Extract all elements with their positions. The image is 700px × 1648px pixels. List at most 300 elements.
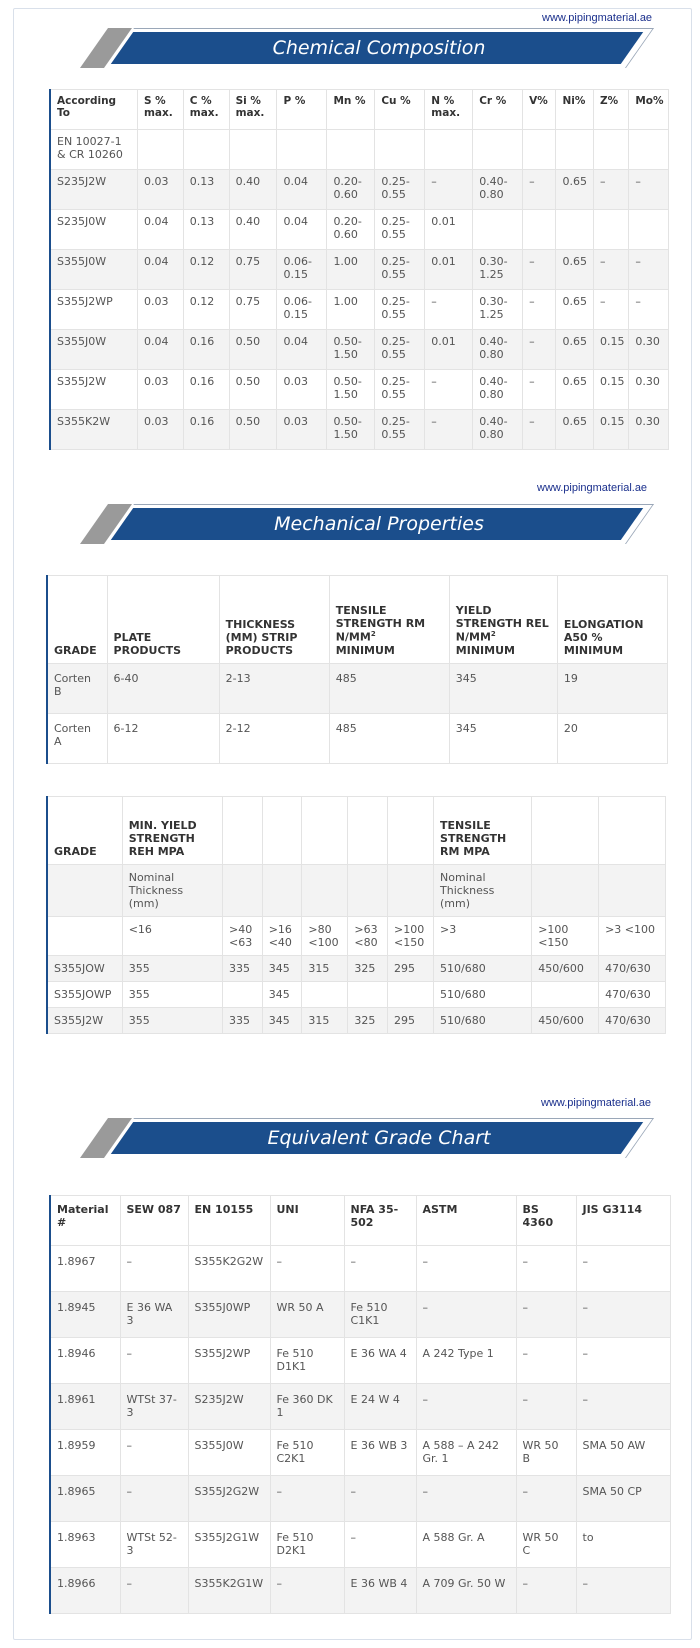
table-cell: 0.40-0.80 [473, 170, 523, 210]
table-cell: – [344, 1476, 416, 1522]
table-cell: – [576, 1338, 670, 1384]
column-header: N % max. [425, 90, 473, 130]
table-row [50, 1522, 670, 1568]
column-header: V% [523, 90, 556, 130]
table-cell: 0.16 [183, 370, 229, 410]
table-cell: – [629, 290, 669, 330]
table-cell: 0.03 [277, 370, 327, 410]
table-cell: 0.50 [229, 330, 277, 370]
table-cell: 0.04 [137, 330, 183, 370]
table-cell [137, 130, 183, 170]
table-cell: 345 [449, 714, 557, 764]
table-cell: – [523, 290, 556, 330]
table-cell: Fe 510 C1K1 [344, 1292, 416, 1338]
table-cell: S355J0W [188, 1430, 270, 1476]
table-cell: – [516, 1338, 576, 1384]
table-cell [47, 917, 122, 956]
table-cell: 0.06-0.15 [277, 290, 327, 330]
table-cell: – [629, 170, 669, 210]
table-header-row [47, 797, 666, 865]
table-cell: 1.8961 [50, 1384, 120, 1430]
table-cell: – [416, 1476, 516, 1522]
table-cell: 0.30 [629, 370, 669, 410]
table-row [47, 714, 668, 764]
table-cell: EN 10027-1 & CR 10260 [50, 130, 137, 170]
table-cell [183, 130, 229, 170]
table-cell: Fe 510 D2K1 [270, 1522, 344, 1568]
table-cell: 355 [122, 982, 222, 1008]
table-cell: WTSt 37-3 [120, 1384, 188, 1430]
table-cell: 0.12 [183, 290, 229, 330]
yield-tensile-table [46, 796, 666, 1034]
table-cell: 0.25-0.55 [375, 250, 425, 290]
table-cell: – [425, 370, 473, 410]
table-cell [523, 130, 556, 170]
column-header [532, 797, 599, 865]
table-cell: – [425, 290, 473, 330]
table-row [50, 170, 669, 210]
table-cell: 0.16 [183, 410, 229, 450]
table-cell [556, 130, 593, 170]
table-cell: 295 [388, 1008, 434, 1034]
table-header-row [50, 90, 669, 130]
column-header: Ni% [556, 90, 593, 130]
table-cell: S235J0W [50, 210, 137, 250]
column-header: JIS G3114 [576, 1196, 670, 1246]
table-cell: 0.40 [229, 210, 277, 250]
table-cell [327, 130, 375, 170]
table-row [50, 370, 669, 410]
table-cell: 0.50 [229, 370, 277, 410]
table-cell: – [523, 250, 556, 290]
table-row [47, 865, 666, 917]
table-cell: 1.00 [327, 290, 375, 330]
table-cell: – [270, 1246, 344, 1292]
table-cell: >16 <40 [262, 917, 302, 956]
table-cell: 0.04 [277, 210, 327, 250]
table-cell: 0.04 [137, 210, 183, 250]
table-cell [262, 865, 302, 917]
table-row [50, 130, 669, 170]
table-cell: 0.65 [556, 290, 593, 330]
table-cell: 0.25-0.55 [375, 410, 425, 450]
table-row [50, 250, 669, 290]
table-row [47, 956, 666, 982]
table-cell: >3 [434, 917, 532, 956]
table-cell: – [270, 1476, 344, 1522]
table-header-row [47, 576, 668, 664]
table-cell: 485 [329, 664, 449, 714]
table-cell: E 24 W 4 [344, 1384, 416, 1430]
table-cell [388, 865, 434, 917]
table-cell: – [344, 1522, 416, 1568]
table-cell: 0.04 [137, 250, 183, 290]
section-title: Chemical Composition [272, 37, 486, 59]
table-cell [223, 865, 263, 917]
header-elongation: ELONGATION A50 % MINIMUM [557, 576, 667, 664]
table-cell: 0.65 [556, 370, 593, 410]
column-header: TENSILE STRENGTH RM MPA [434, 797, 532, 865]
column-header: S % max. [137, 90, 183, 130]
table-cell: 470/630 [599, 1008, 666, 1034]
table-cell: S355J2G2W [188, 1476, 270, 1522]
table-cell: 1.8963 [50, 1522, 120, 1568]
table-cell: 0.40-0.80 [473, 410, 523, 450]
column-header [223, 797, 263, 865]
table-cell: S235J2W [50, 170, 137, 210]
header-grade: GRADE [47, 576, 107, 664]
table-cell: >3 <100 [599, 917, 666, 956]
table-cell [375, 130, 425, 170]
table-cell: – [576, 1568, 670, 1614]
table-row [50, 1338, 670, 1384]
table-cell: E 36 WB 3 [344, 1430, 416, 1476]
table-cell: 1.8945 [50, 1292, 120, 1338]
chemical-composition-table [49, 89, 669, 450]
header-yield-strength: YIELD STRENGTH REL $N/MM^2$ MINIMUM [449, 576, 557, 664]
table-row [50, 330, 669, 370]
table-cell: 0.03 [137, 170, 183, 210]
table-cell: 0.15 [593, 330, 628, 370]
table-cell: 0.50-1.50 [327, 330, 375, 370]
table-cell: S355J2W [47, 1008, 122, 1034]
mechanical-properties-table [46, 575, 668, 764]
table-cell: 325 [348, 956, 388, 982]
table-cell: – [120, 1338, 188, 1384]
site-url[interactable]: www.pipingmaterial.ae [541, 1097, 652, 1109]
table-cell: 0.30 [629, 330, 669, 370]
table-cell: 0.13 [183, 210, 229, 250]
table-row [50, 290, 669, 330]
table-cell: to [576, 1522, 670, 1568]
table-cell: 1.8966 [50, 1568, 120, 1614]
table-cell: 2-12 [219, 714, 329, 764]
table-cell: 315 [302, 1008, 348, 1034]
table-cell: 0.25-0.55 [375, 370, 425, 410]
table-cell: WR 50 B [516, 1430, 576, 1476]
table-cell: A 588 – A 242 Gr. 1 [416, 1430, 516, 1476]
table-cell [593, 130, 628, 170]
table-cell: – [416, 1292, 516, 1338]
table-cell: S355J0WP [188, 1292, 270, 1338]
column-header: Z% [593, 90, 628, 130]
table-cell: 0.15 [593, 370, 628, 410]
table-row [50, 1568, 670, 1614]
banner-equivalent-grade-chart [94, 1118, 642, 1158]
table-cell: >80 <100 [302, 917, 348, 956]
column-header [388, 797, 434, 865]
table-row [50, 410, 669, 450]
site-url[interactable]: www.pipingmaterial.ae [542, 12, 653, 24]
table-cell: 0.50 [229, 410, 277, 450]
column-header [599, 797, 666, 865]
table-cell: 0.04 [277, 170, 327, 210]
table-cell: 0.25-0.55 [375, 290, 425, 330]
table-cell: 0.01 [425, 330, 473, 370]
table-cell [473, 130, 523, 170]
column-header: Cr % [473, 90, 523, 130]
table-cell: – [516, 1246, 576, 1292]
table-cell [532, 865, 599, 917]
table-cell: Corten A [47, 714, 107, 764]
header-plate-products: PLATE PRODUCTS [107, 576, 219, 664]
table-cell: 0.30-1.25 [473, 290, 523, 330]
table-cell [523, 210, 556, 250]
table-cell: Corten B [47, 664, 107, 714]
section-title: Mechanical Properties [274, 513, 484, 535]
column-header: Mn % [327, 90, 375, 130]
table-cell: – [593, 170, 628, 210]
column-header: GRADE [47, 797, 122, 865]
table-cell [47, 865, 122, 917]
table-cell [425, 130, 473, 170]
table-cell [302, 982, 348, 1008]
table-cell [348, 865, 388, 917]
column-header: C % max. [183, 90, 229, 130]
column-header: BS 4360 [516, 1196, 576, 1246]
table-cell: >40 <63 [223, 917, 263, 956]
table-cell: – [416, 1246, 516, 1292]
table-cell: – [523, 330, 556, 370]
table-cell: 450/600 [532, 956, 599, 982]
site-url[interactable]: www.pipingmaterial.ae [537, 482, 648, 494]
table-cell [223, 982, 263, 1008]
table-cell: Fe 360 DK 1 [270, 1384, 344, 1430]
table-cell: 0.03 [137, 290, 183, 330]
table-cell: WR 50 A [270, 1292, 344, 1338]
column-header: NFA 35-502 [344, 1196, 416, 1246]
table-cell: 470/630 [599, 982, 666, 1008]
table-cell [302, 865, 348, 917]
table-cell: 295 [388, 956, 434, 982]
table-cell: 485 [329, 714, 449, 764]
table-cell: 510/680 [434, 982, 532, 1008]
table-cell: A 242 Type 1 [416, 1338, 516, 1384]
table-header-row [50, 1196, 670, 1246]
table-cell [556, 210, 593, 250]
table-cell: – [516, 1568, 576, 1614]
table-cell: 0.15 [593, 410, 628, 450]
table-row [50, 1246, 670, 1292]
table-cell: 0.25-0.55 [375, 210, 425, 250]
table-row [50, 210, 669, 250]
table-cell: 510/680 [434, 1008, 532, 1034]
column-header: SEW 087 [120, 1196, 188, 1246]
table-row [50, 1476, 670, 1522]
table-cell: 510/680 [434, 956, 532, 982]
table-cell: 2-13 [219, 664, 329, 714]
table-cell: – [516, 1384, 576, 1430]
table-row [47, 664, 668, 714]
table-cell: 355 [122, 1008, 222, 1034]
table-cell: 1.8959 [50, 1430, 120, 1476]
table-cell: – [120, 1430, 188, 1476]
section-title: Equivalent Grade Chart [267, 1127, 491, 1149]
column-header: According To [50, 90, 137, 130]
table-cell: 0.40 [229, 170, 277, 210]
table-cell: S235J2W [188, 1384, 270, 1430]
table-cell: – [120, 1476, 188, 1522]
table-cell: Fe 510 D1K1 [270, 1338, 344, 1384]
table-cell: S355JOWP [47, 982, 122, 1008]
table-cell: 0.65 [556, 330, 593, 370]
table-row [47, 982, 666, 1008]
column-header: EN 10155 [188, 1196, 270, 1246]
table-cell: 0.30 [629, 410, 669, 450]
table-cell: >100 <150 [388, 917, 434, 956]
table-cell: WR 50 C [516, 1522, 576, 1568]
table-cell: 0.01 [425, 210, 473, 250]
table-cell: 0.40-0.80 [473, 330, 523, 370]
table-cell: 0.13 [183, 170, 229, 210]
table-cell: – [120, 1246, 188, 1292]
table-cell: 6-12 [107, 714, 219, 764]
table-cell: S355J2G1W [188, 1522, 270, 1568]
table-row [50, 1430, 670, 1476]
column-header: MIN. YIELD STRENGTH REH MPA [122, 797, 222, 865]
table-cell [229, 130, 277, 170]
table-cell [473, 210, 523, 250]
table-cell: E 36 WA 4 [344, 1338, 416, 1384]
table-cell: 0.04 [277, 330, 327, 370]
table-cell [532, 982, 599, 1008]
table-cell: S355K2W [50, 410, 137, 450]
header-thickness: THICKNESS (MM) STRIP PRODUCTS [219, 576, 329, 664]
table-cell: – [523, 170, 556, 210]
table-cell: 355 [122, 956, 222, 982]
table-cell: – [576, 1292, 670, 1338]
table-row [50, 1384, 670, 1430]
table-cell: WTSt 52-3 [120, 1522, 188, 1568]
table-cell: 0.30-1.25 [473, 250, 523, 290]
table-row [47, 917, 666, 956]
table-cell: 450/600 [532, 1008, 599, 1034]
banner-chemical-composition [94, 28, 642, 68]
column-header [262, 797, 302, 865]
table-cell: 0.20-0.60 [327, 210, 375, 250]
column-header [302, 797, 348, 865]
table-cell: E 36 WA 3 [120, 1292, 188, 1338]
table-cell [599, 865, 666, 917]
column-header: Mo% [629, 90, 669, 130]
equivalent-grade-table [49, 1195, 671, 1614]
table-cell: 6-40 [107, 664, 219, 714]
table-cell: S355J0W [50, 330, 137, 370]
table-cell: 1.8946 [50, 1338, 120, 1384]
table-cell: E 36 WB 4 [344, 1568, 416, 1614]
table-cell: 0.50-1.50 [327, 410, 375, 450]
table-cell: 1.8967 [50, 1246, 120, 1292]
table-cell: >100 <150 [532, 917, 599, 956]
table-cell: – [629, 250, 669, 290]
table-cell: 0.65 [556, 170, 593, 210]
table-cell [629, 210, 669, 250]
column-header: Material # [50, 1196, 120, 1246]
table-cell [629, 130, 669, 170]
table-cell: – [523, 370, 556, 410]
table-row [50, 1292, 670, 1338]
table-cell: 0.75 [229, 250, 277, 290]
table-cell: Nominal Thickness (mm) [122, 865, 222, 917]
table-cell: S355JOW [47, 956, 122, 982]
table-row [47, 1008, 666, 1034]
table-cell: 1.00 [327, 250, 375, 290]
table-cell: 0.25-0.55 [375, 170, 425, 210]
table-cell: 345 [262, 956, 302, 982]
table-cell: 345 [449, 664, 557, 714]
table-cell: 19 [557, 664, 667, 714]
table-cell: 0.20-0.60 [327, 170, 375, 210]
table-cell: 315 [302, 956, 348, 982]
table-cell: 0.65 [556, 250, 593, 290]
table-cell: 0.65 [556, 410, 593, 450]
table-cell [388, 982, 434, 1008]
table-cell: 325 [348, 1008, 388, 1034]
table-cell: 0.03 [137, 370, 183, 410]
table-cell: – [576, 1246, 670, 1292]
table-cell: 345 [262, 982, 302, 1008]
table-cell: 0.03 [277, 410, 327, 450]
table-cell: – [593, 290, 628, 330]
banner-mechanical-properties [94, 504, 642, 544]
column-header [348, 797, 388, 865]
table-cell: SMA 50 CP [576, 1476, 670, 1522]
table-cell: SMA 50 AW [576, 1430, 670, 1476]
column-header: UNI [270, 1196, 344, 1246]
table-cell: Nominal Thickness (mm) [434, 865, 532, 917]
column-header: Si % max. [229, 90, 277, 130]
column-header: ASTM [416, 1196, 516, 1246]
column-header: P % [277, 90, 327, 130]
table-cell: S355K2G2W [188, 1246, 270, 1292]
table-cell: A 588 Gr. A [416, 1522, 516, 1568]
table-cell: – [516, 1476, 576, 1522]
table-cell: – [425, 170, 473, 210]
column-header: Cu % [375, 90, 425, 130]
table-cell: S355K2G1W [188, 1568, 270, 1614]
table-cell: – [120, 1568, 188, 1614]
table-cell: – [270, 1568, 344, 1614]
table-cell: S355J2W [50, 370, 137, 410]
table-cell: – [593, 250, 628, 290]
table-cell: – [416, 1384, 516, 1430]
table-cell [348, 982, 388, 1008]
table-cell: 0.25-0.55 [375, 330, 425, 370]
header-tensile-strength: TENSILE STRENGTH RM $N/MM^2$ MINIMUM [329, 576, 449, 664]
table-cell: 345 [262, 1008, 302, 1034]
table-cell: 20 [557, 714, 667, 764]
table-cell [277, 130, 327, 170]
table-cell: S355J2WP [50, 290, 137, 330]
table-cell: 0.01 [425, 250, 473, 290]
table-cell: – [425, 410, 473, 450]
table-cell: – [344, 1246, 416, 1292]
table-cell: >63 <80 [348, 917, 388, 956]
table-cell: 0.12 [183, 250, 229, 290]
table-cell: 0.03 [137, 410, 183, 450]
table-cell: A 709 Gr. 50 W [416, 1568, 516, 1614]
table-cell: 0.40-0.80 [473, 370, 523, 410]
table-cell: <16 [122, 917, 222, 956]
table-cell: 335 [223, 956, 263, 982]
table-cell: 0.50-1.50 [327, 370, 375, 410]
table-cell: 0.75 [229, 290, 277, 330]
table-cell: 335 [223, 1008, 263, 1034]
table-cell: S355J0W [50, 250, 137, 290]
table-cell: – [523, 410, 556, 450]
table-cell: S355J2WP [188, 1338, 270, 1384]
table-cell: 470/630 [599, 956, 666, 982]
